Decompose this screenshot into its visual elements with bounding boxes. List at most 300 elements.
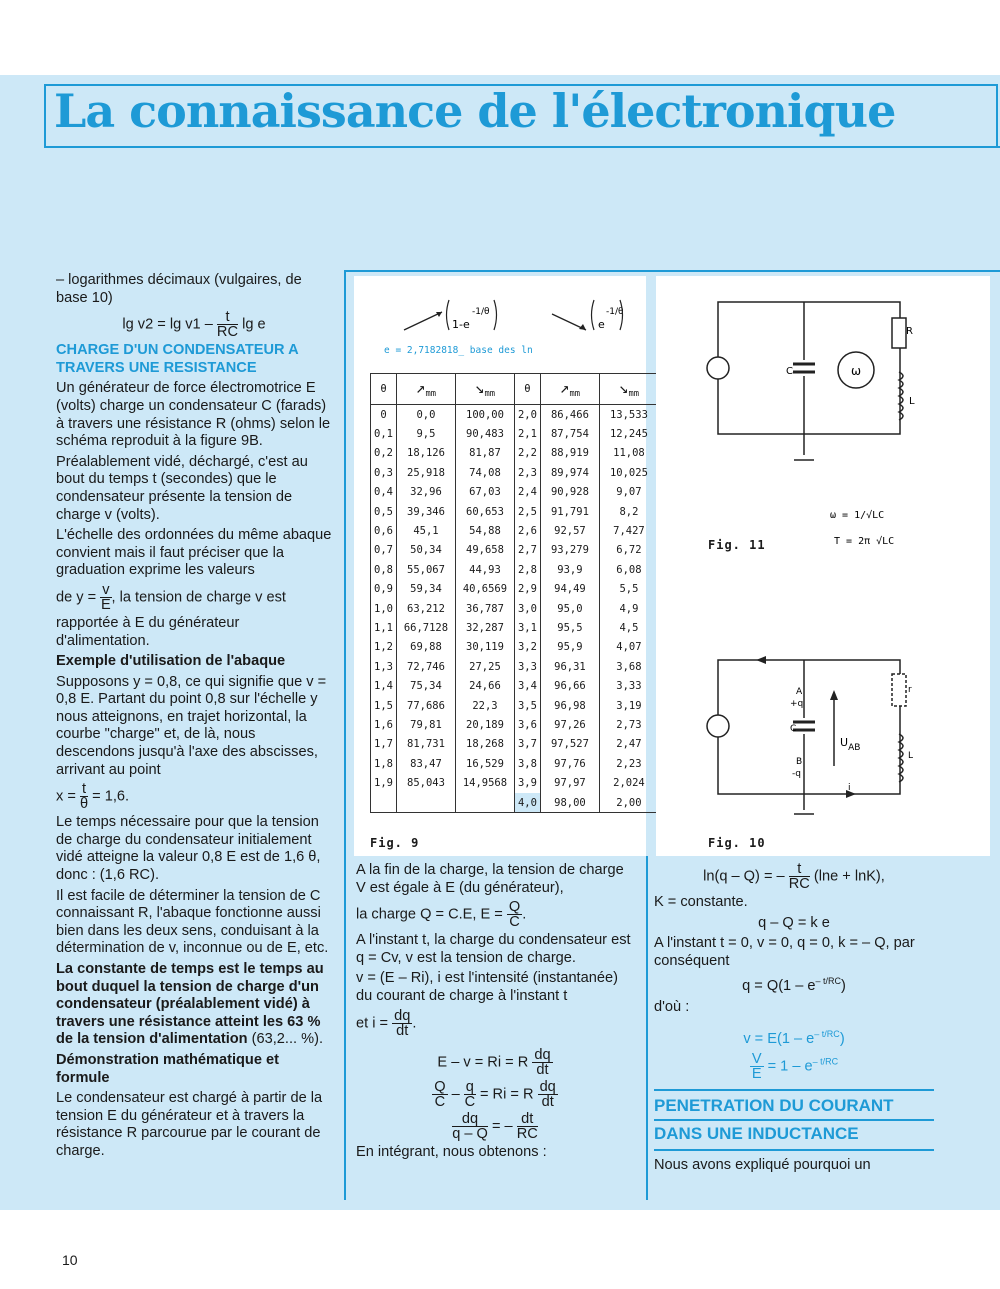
table-cell: 3,8	[514, 754, 540, 773]
table-cell: 98,00	[540, 793, 599, 813]
table-cell: 6,72	[599, 541, 658, 560]
fraction	[392, 1009, 412, 1038]
table-cell: 63,212	[396, 599, 455, 618]
paragraph: Un générateur de force électromotrice E (volts) charge un condensateur C (farads) à travers une résistance R (ohms) selon le schéma reproduit à la figure 9B.	[56, 380, 331, 450]
table-cell: 96,66	[540, 676, 599, 695]
heading-demo: Démonstration mathématique et formule	[56, 1051, 279, 1086]
table-cell: 49,658	[455, 541, 514, 560]
table-cell: 39,346	[396, 502, 455, 521]
table-cell: 89,974	[540, 463, 599, 482]
ind-label: L	[909, 396, 915, 407]
table-cell: 0	[371, 405, 397, 425]
table-cell: 0,8	[371, 560, 397, 579]
table-row	[371, 463, 659, 482]
table-cell: 9,07	[599, 483, 658, 502]
paragraph: Le temps nécessaire pour que la tension de charge du condensateur initialement vidé atteigne la valeur 0,8 E est de 1,6 θ, donc : (1,6 RC).	[56, 814, 321, 884]
paragraph: L'échelle des ordonnées du même abaque convient mais il faut préciser que la graduation exprime les valeurs	[56, 527, 332, 579]
numerator: t	[217, 310, 238, 325]
table-cell: 2,3	[514, 463, 540, 482]
table-cell: 0,6	[371, 521, 397, 540]
table-cell: 77,686	[396, 696, 455, 715]
table-row	[371, 754, 659, 773]
table-cell: 7,427	[599, 521, 658, 540]
table-row	[371, 541, 659, 560]
table-cell: 9,5	[396, 424, 455, 443]
exponent: – t/RC	[815, 976, 842, 987]
table-cell: 16,529	[455, 754, 514, 773]
paragraph: En intégrant, nous obtenons :	[356, 1143, 547, 1160]
table-cell: 1,0	[371, 599, 397, 618]
unit-mm: mm	[628, 389, 640, 400]
paragraph: A l'instant t, la charge du condensateur est q = Cv, v est la tension de charge.	[356, 932, 631, 966]
table-cell: 1,8	[371, 754, 397, 773]
table-cell: 3,33	[599, 676, 658, 695]
table-row	[371, 657, 659, 676]
fraction	[532, 1048, 552, 1077]
table-cell: 32,287	[455, 618, 514, 637]
table-cell: 100,00	[455, 405, 514, 425]
text: )	[841, 978, 846, 995]
equation-v	[654, 1026, 934, 1048]
curve-glyphs	[354, 290, 646, 370]
title-underline	[44, 146, 1000, 148]
table-cell: 3,68	[599, 657, 658, 676]
table-cell: 6,08	[599, 560, 658, 579]
table-cell: 87,754	[540, 424, 599, 443]
cap-label: C	[790, 724, 797, 734]
table-cell: 4,0	[514, 793, 540, 813]
table-cell: 94,49	[540, 580, 599, 599]
numerator: t	[80, 782, 88, 797]
fraction	[517, 1112, 538, 1141]
table-cell: 18,268	[455, 735, 514, 754]
table-cell: 3,5	[514, 696, 540, 715]
paragraph-fraction: la charge Q = C.E, E = $\frac{Q}{C}$ .	[356, 899, 527, 931]
denominator: RC	[516, 1125, 538, 1142]
table-cell: 2,23	[599, 754, 658, 773]
fig10-label: Fig. 10	[708, 836, 766, 850]
table-cell: 95,5	[540, 618, 599, 637]
table-cell: 55,067	[396, 560, 455, 579]
paragraph: Le condensateur est chargé à partir de la tension E du générateur et à travers la résistance R parcourue par le courant de charge.	[56, 1090, 323, 1159]
table-cell: 81,731	[396, 735, 455, 754]
text: , la tension de charge v est	[111, 589, 286, 606]
table-cell: 60,653	[455, 502, 514, 521]
r-label: r	[908, 685, 912, 695]
table-cell: 81,87	[455, 444, 514, 463]
figure-rule	[344, 270, 1000, 272]
table-cell: 97,97	[540, 773, 599, 792]
text: )	[839, 1031, 845, 1048]
uab-letter: U	[840, 736, 849, 749]
heading-example: Exemple d'utilisation de l'abaque	[56, 653, 286, 670]
table-cell: 93,279	[540, 541, 599, 560]
fraction	[432, 1080, 447, 1109]
table-row	[371, 560, 659, 579]
table-header-cell: θ	[514, 374, 540, 405]
table-cell: 10,025	[599, 463, 658, 482]
denominator: θ	[79, 796, 89, 813]
table-cell: 4,5	[599, 618, 658, 637]
table-row	[371, 735, 659, 754]
table-cell: 18,126	[396, 444, 455, 463]
table-row	[371, 599, 659, 618]
numerator: dq	[534, 1046, 551, 1063]
bold-text: La constante de temps est le temps au bout duquel la tension de charge d'un condensateur (préalablement vidé) à travers une résistance atteint les 63 % de la tension d'alimentation	[56, 961, 324, 1048]
table-cell: 1,2	[371, 638, 397, 657]
table-row	[371, 424, 659, 443]
table-cell: 54,88	[455, 521, 514, 540]
text: la charge Q = C.E, E =	[356, 906, 503, 923]
numerator: v	[102, 581, 110, 598]
table-cell: 96,31	[540, 657, 599, 676]
table-cell: 36,787	[455, 599, 514, 618]
exponent: – t/RC	[814, 1029, 840, 1040]
table-cell: 32,96	[396, 483, 455, 502]
table-cell: 97,527	[540, 735, 599, 754]
table-row	[371, 405, 659, 425]
table-cell: 0,9	[371, 580, 397, 599]
table-cell: 85,043	[396, 773, 455, 792]
table-row	[371, 483, 659, 502]
equation-2: $\frac{Q}{C}$ – $\frac{q}{C}$ = Ri = R $\frac{dq}{dt}$	[434, 1078, 556, 1110]
text: (lne + lnK),	[813, 868, 885, 885]
table-row	[371, 773, 659, 792]
side-banner	[0, 75, 40, 1210]
table-cell: 14,9568	[455, 773, 514, 792]
numerator: dq	[539, 1078, 556, 1095]
section-heading-inductance	[654, 1089, 934, 1151]
table-cell: 97,76	[540, 754, 599, 773]
table-cell: 97,26	[540, 715, 599, 734]
text: v = E(1 – e	[743, 1031, 815, 1048]
paragraph: Il est facile de déterminer la tension de C connaissant R, l'abaque fonctionne aussi bien dans les deux sens, conduisant à la détermination de v, inconnue ou de E, etc.	[56, 887, 329, 957]
text: = Ri = R	[479, 1085, 534, 1102]
table-cell: 2,47	[599, 735, 658, 754]
column-1	[56, 272, 332, 1164]
table-cell: 75,34	[396, 676, 455, 695]
table-cell: 5,5	[599, 580, 658, 599]
table-cell: 3,6	[514, 715, 540, 734]
equation-ln	[654, 862, 934, 891]
table-cell: 83,47	[396, 754, 455, 773]
omega-label: ω	[851, 364, 862, 378]
fraction	[789, 862, 810, 891]
fraction	[750, 1052, 764, 1081]
paragraph: Préalablement vidé, déchargé, c'est au bout du temps t (secondes) que le condensateur présente la tension de charge v (volts).	[56, 453, 308, 523]
text: et i =	[356, 1014, 389, 1031]
arrow-down-icon: ↘	[474, 378, 485, 398]
unit-mm: mm	[569, 389, 581, 400]
numerator: q	[465, 1078, 474, 1095]
numerator: Q	[434, 1078, 446, 1095]
paragraph: d'où :	[654, 998, 690, 1015]
table-cell: 2,7	[514, 541, 540, 560]
table-cell: 1,1	[371, 618, 397, 637]
equation-ve	[654, 1052, 934, 1081]
table-row	[371, 793, 659, 813]
text: ln(q – Q) = –	[703, 868, 785, 885]
table-cell: 0,1	[371, 424, 397, 443]
unit-mm: mm	[484, 389, 496, 400]
table-cell: 0,3	[371, 463, 397, 482]
fig9-label: Fig. 9	[370, 836, 420, 850]
paragraph: K = constante.	[654, 894, 748, 910]
formula-lg-tail: lg e	[242, 316, 266, 333]
table-cell: 86,466	[540, 405, 599, 425]
paragraph: Supposons y = 0,8, ce qui signifie que v = 0,8 E. Partant du point 0,8 sur l'échelle y nous atteignons, en trajet horizontal, la courbe "charge" et, de là, nous descendons jusqu'à l'axe des abscisses, arrivant au point	[56, 673, 327, 778]
table-cell: 30,119	[455, 638, 514, 657]
table-cell: 12,245	[599, 424, 658, 443]
circuit-fig11	[656, 280, 990, 570]
table-cell: 72,746	[396, 657, 455, 676]
equation-1	[356, 1048, 634, 1077]
period-formula: T = 2π √LC	[834, 536, 895, 547]
table-cell: 2,2	[514, 444, 540, 463]
table-row	[371, 696, 659, 715]
table-cell: 11,08	[599, 444, 658, 463]
page-number: 10	[62, 1252, 78, 1268]
table-row	[371, 580, 659, 599]
intro-text: – logarithmes décimaux (vulgaires, de base 10)	[56, 272, 302, 306]
denominator: q – Q	[452, 1125, 488, 1142]
point-a: A	[796, 687, 803, 697]
ind-label: L	[908, 751, 914, 761]
denominator: E	[101, 596, 111, 613]
column-4	[654, 862, 934, 1177]
table-cell: 4,07	[599, 638, 658, 657]
table-cell: 2,0	[514, 405, 540, 425]
table-cell: 22,3	[455, 696, 514, 715]
table-cell: 88,919	[540, 444, 599, 463]
page-title: La connaissance de l'électronique	[54, 84, 896, 138]
numerator: dq	[452, 1112, 488, 1127]
table-cell: 2,8	[514, 560, 540, 579]
table-cell: 90,928	[540, 483, 599, 502]
arrow-down-icon: ↘	[618, 378, 629, 398]
unit-mm: mm	[425, 389, 437, 400]
table-cell: 2,6	[514, 521, 540, 540]
plus-q: +q	[790, 699, 804, 709]
text: = –	[491, 1117, 513, 1134]
equation-3	[356, 1112, 634, 1141]
table-cell: 3,9	[514, 773, 540, 792]
table-cell: 3,0	[514, 599, 540, 618]
section-heading-line: PENETRATION DU COURANT	[654, 1095, 894, 1115]
numerator: Q	[508, 899, 521, 916]
exponent: – t/RC	[812, 1056, 839, 1067]
table-cell: 67,03	[455, 483, 514, 502]
table-cell: 95,9	[540, 638, 599, 657]
paragraph: A la fin de la charge, la tension de charge V est égale à E (du générateur),	[356, 862, 624, 896]
res-label: R	[906, 326, 913, 337]
minus-q: -q	[792, 769, 801, 779]
table-header-cell	[455, 374, 514, 405]
table-cell: 2,5	[514, 502, 540, 521]
table-cell	[396, 793, 455, 813]
curve-down-label: e	[598, 318, 605, 331]
table-cell: 13,533	[599, 405, 658, 425]
table-cell: 69,88	[396, 638, 455, 657]
text: q = Q(1 – e	[742, 978, 816, 995]
equation-qk: q – Q = k e	[758, 914, 830, 931]
table-cell: 45,1	[396, 521, 455, 540]
fraction	[452, 1112, 488, 1141]
fraction	[464, 1080, 476, 1109]
paragraph: v = (E – Ri), i est l'intensité (instantanée) du courant de charge à l'instant t	[356, 970, 618, 1004]
table-cell: 0,4	[371, 483, 397, 502]
cap-label: C	[786, 366, 793, 377]
exponential-table	[370, 373, 659, 813]
table-cell: 96,98	[540, 696, 599, 715]
denominator: dt	[536, 1061, 549, 1078]
table-cell: 3,7	[514, 735, 540, 754]
curve-up-label: 1-e	[452, 318, 470, 331]
text: = 1,6.	[92, 788, 130, 805]
table-cell: 1,5	[371, 696, 397, 715]
table-row	[371, 618, 659, 637]
table-cell: 2,024	[599, 773, 658, 792]
denominator: E	[751, 1065, 762, 1082]
table-cell: 90,483	[455, 424, 514, 443]
table-cell: 8,2	[599, 502, 658, 521]
table-row	[371, 715, 659, 734]
denominator: C	[464, 1093, 476, 1110]
denominator: RC	[788, 876, 810, 892]
table-cell: 2,73	[599, 715, 658, 734]
table-cell: 3,4	[514, 676, 540, 695]
paragraph-fraction	[56, 583, 332, 612]
table-header-cell	[599, 374, 658, 405]
numerator: dq	[394, 1007, 411, 1024]
heading-charge: CHARGE D'UN CONDENSATEUR A TRAVERS UNE RESISTANCE	[56, 342, 299, 376]
table-header-cell: θ	[371, 374, 397, 405]
table-cell: 1,3	[371, 657, 397, 676]
arrow-up-icon: ↗	[559, 378, 570, 398]
uab-subscript: AB	[848, 743, 861, 753]
text: x =	[56, 788, 76, 805]
curve-down-exponent: -1/θ	[606, 307, 624, 317]
circuit-fig10	[656, 650, 990, 830]
curve-up-exponent: -1/θ	[472, 307, 490, 317]
table-cell: 2,1	[514, 424, 540, 443]
fraction	[507, 900, 522, 929]
table-cell	[371, 793, 397, 813]
paragraph: Nous avons expliqué pourquoi un	[654, 1156, 871, 1173]
table-cell: 24,66	[455, 676, 514, 695]
table-row	[371, 521, 659, 540]
numerator: V	[751, 1050, 762, 1067]
table-cell: 74,08	[455, 463, 514, 482]
equation-q	[654, 973, 934, 995]
table-header-row	[371, 374, 659, 405]
denominator: RC	[216, 324, 239, 341]
table-cell: 1,9	[371, 773, 397, 792]
numerator: dt	[517, 1112, 538, 1127]
table-row	[371, 444, 659, 463]
fraction	[100, 583, 111, 612]
formula-lg	[56, 310, 332, 339]
denominator: dt	[541, 1093, 554, 1110]
fig11-label: Fig. 11	[708, 538, 766, 552]
table-cell: 4,9	[599, 599, 658, 618]
text: E – v = Ri = R	[437, 1053, 529, 1070]
table-cell: 40,6569	[455, 580, 514, 599]
paragraph: A l'instant t = 0, v = 0, q = 0, k = – Q, par conséquent	[654, 935, 915, 969]
column-3	[356, 862, 634, 1164]
point-b: B	[796, 757, 803, 767]
table-cell: 0,2	[371, 444, 397, 463]
table-cell: 25,918	[396, 463, 455, 482]
table-cell: 0,5	[371, 502, 397, 521]
table-cell: 50,34	[396, 541, 455, 560]
table-row	[371, 502, 659, 521]
table-cell: 0,0	[396, 405, 455, 425]
fraction	[80, 782, 88, 811]
paragraph-fraction	[56, 782, 332, 811]
page-top-margin	[0, 0, 1000, 75]
paragraph-fraction: et i = $\frac{dq}{dt}$ .	[356, 1007, 417, 1039]
paragraph: rapportée à E du générateur d'alimentation.	[56, 614, 240, 649]
denominator: C	[434, 1093, 446, 1110]
column-rule	[344, 270, 346, 1200]
table-cell: 79,81	[396, 715, 455, 734]
table-header-cell	[540, 374, 599, 405]
paragraph-bold	[56, 961, 332, 1049]
column-rule	[646, 856, 648, 1200]
table-cell: 2,4	[514, 483, 540, 502]
text: = 1 – e	[767, 1058, 813, 1075]
table-cell: 2,00	[599, 793, 658, 813]
table-cell: 27,25	[455, 657, 514, 676]
current-label: i	[848, 783, 851, 793]
fraction	[538, 1080, 558, 1109]
table-cell: 3,1	[514, 618, 540, 637]
table-cell: 2,9	[514, 580, 540, 599]
table-cell: 20,189	[455, 715, 514, 734]
table-cell: 93,9	[540, 560, 599, 579]
table-cell: 59,34	[396, 580, 455, 599]
table-row	[371, 676, 659, 695]
arrow-up-icon: ↗	[415, 378, 426, 398]
table-cell: 91,791	[540, 502, 599, 521]
table-cell: 1,6	[371, 715, 397, 734]
omega-formula: ω = 1/√LC	[830, 510, 885, 521]
table-cell: 44,93	[455, 560, 514, 579]
table-cell: 3,19	[599, 696, 658, 715]
table-cell: 3,3	[514, 657, 540, 676]
table-cell: 66,7128	[396, 618, 455, 637]
table-cell: 3,2	[514, 638, 540, 657]
table-row	[371, 638, 659, 657]
text: de y =	[56, 589, 97, 606]
table-cell: 95,0	[540, 599, 599, 618]
table-header-cell	[396, 374, 455, 405]
table-cell	[455, 793, 514, 813]
fraction	[217, 310, 238, 339]
uab-label	[840, 736, 860, 753]
formula-lg-lead: lg v2 = lg v1 –	[122, 316, 213, 333]
e-note: e = 2,7182818_ base des ln	[384, 345, 533, 356]
table-cell: 0,7	[371, 541, 397, 560]
numerator: t	[789, 862, 810, 877]
table-cell: 92,57	[540, 521, 599, 540]
denominator: C	[509, 914, 520, 931]
table-cell: 1,4	[371, 676, 397, 695]
table-cell: 1,7	[371, 735, 397, 754]
text: (63,2... %).	[251, 1031, 324, 1048]
denominator: dt	[396, 1022, 409, 1039]
